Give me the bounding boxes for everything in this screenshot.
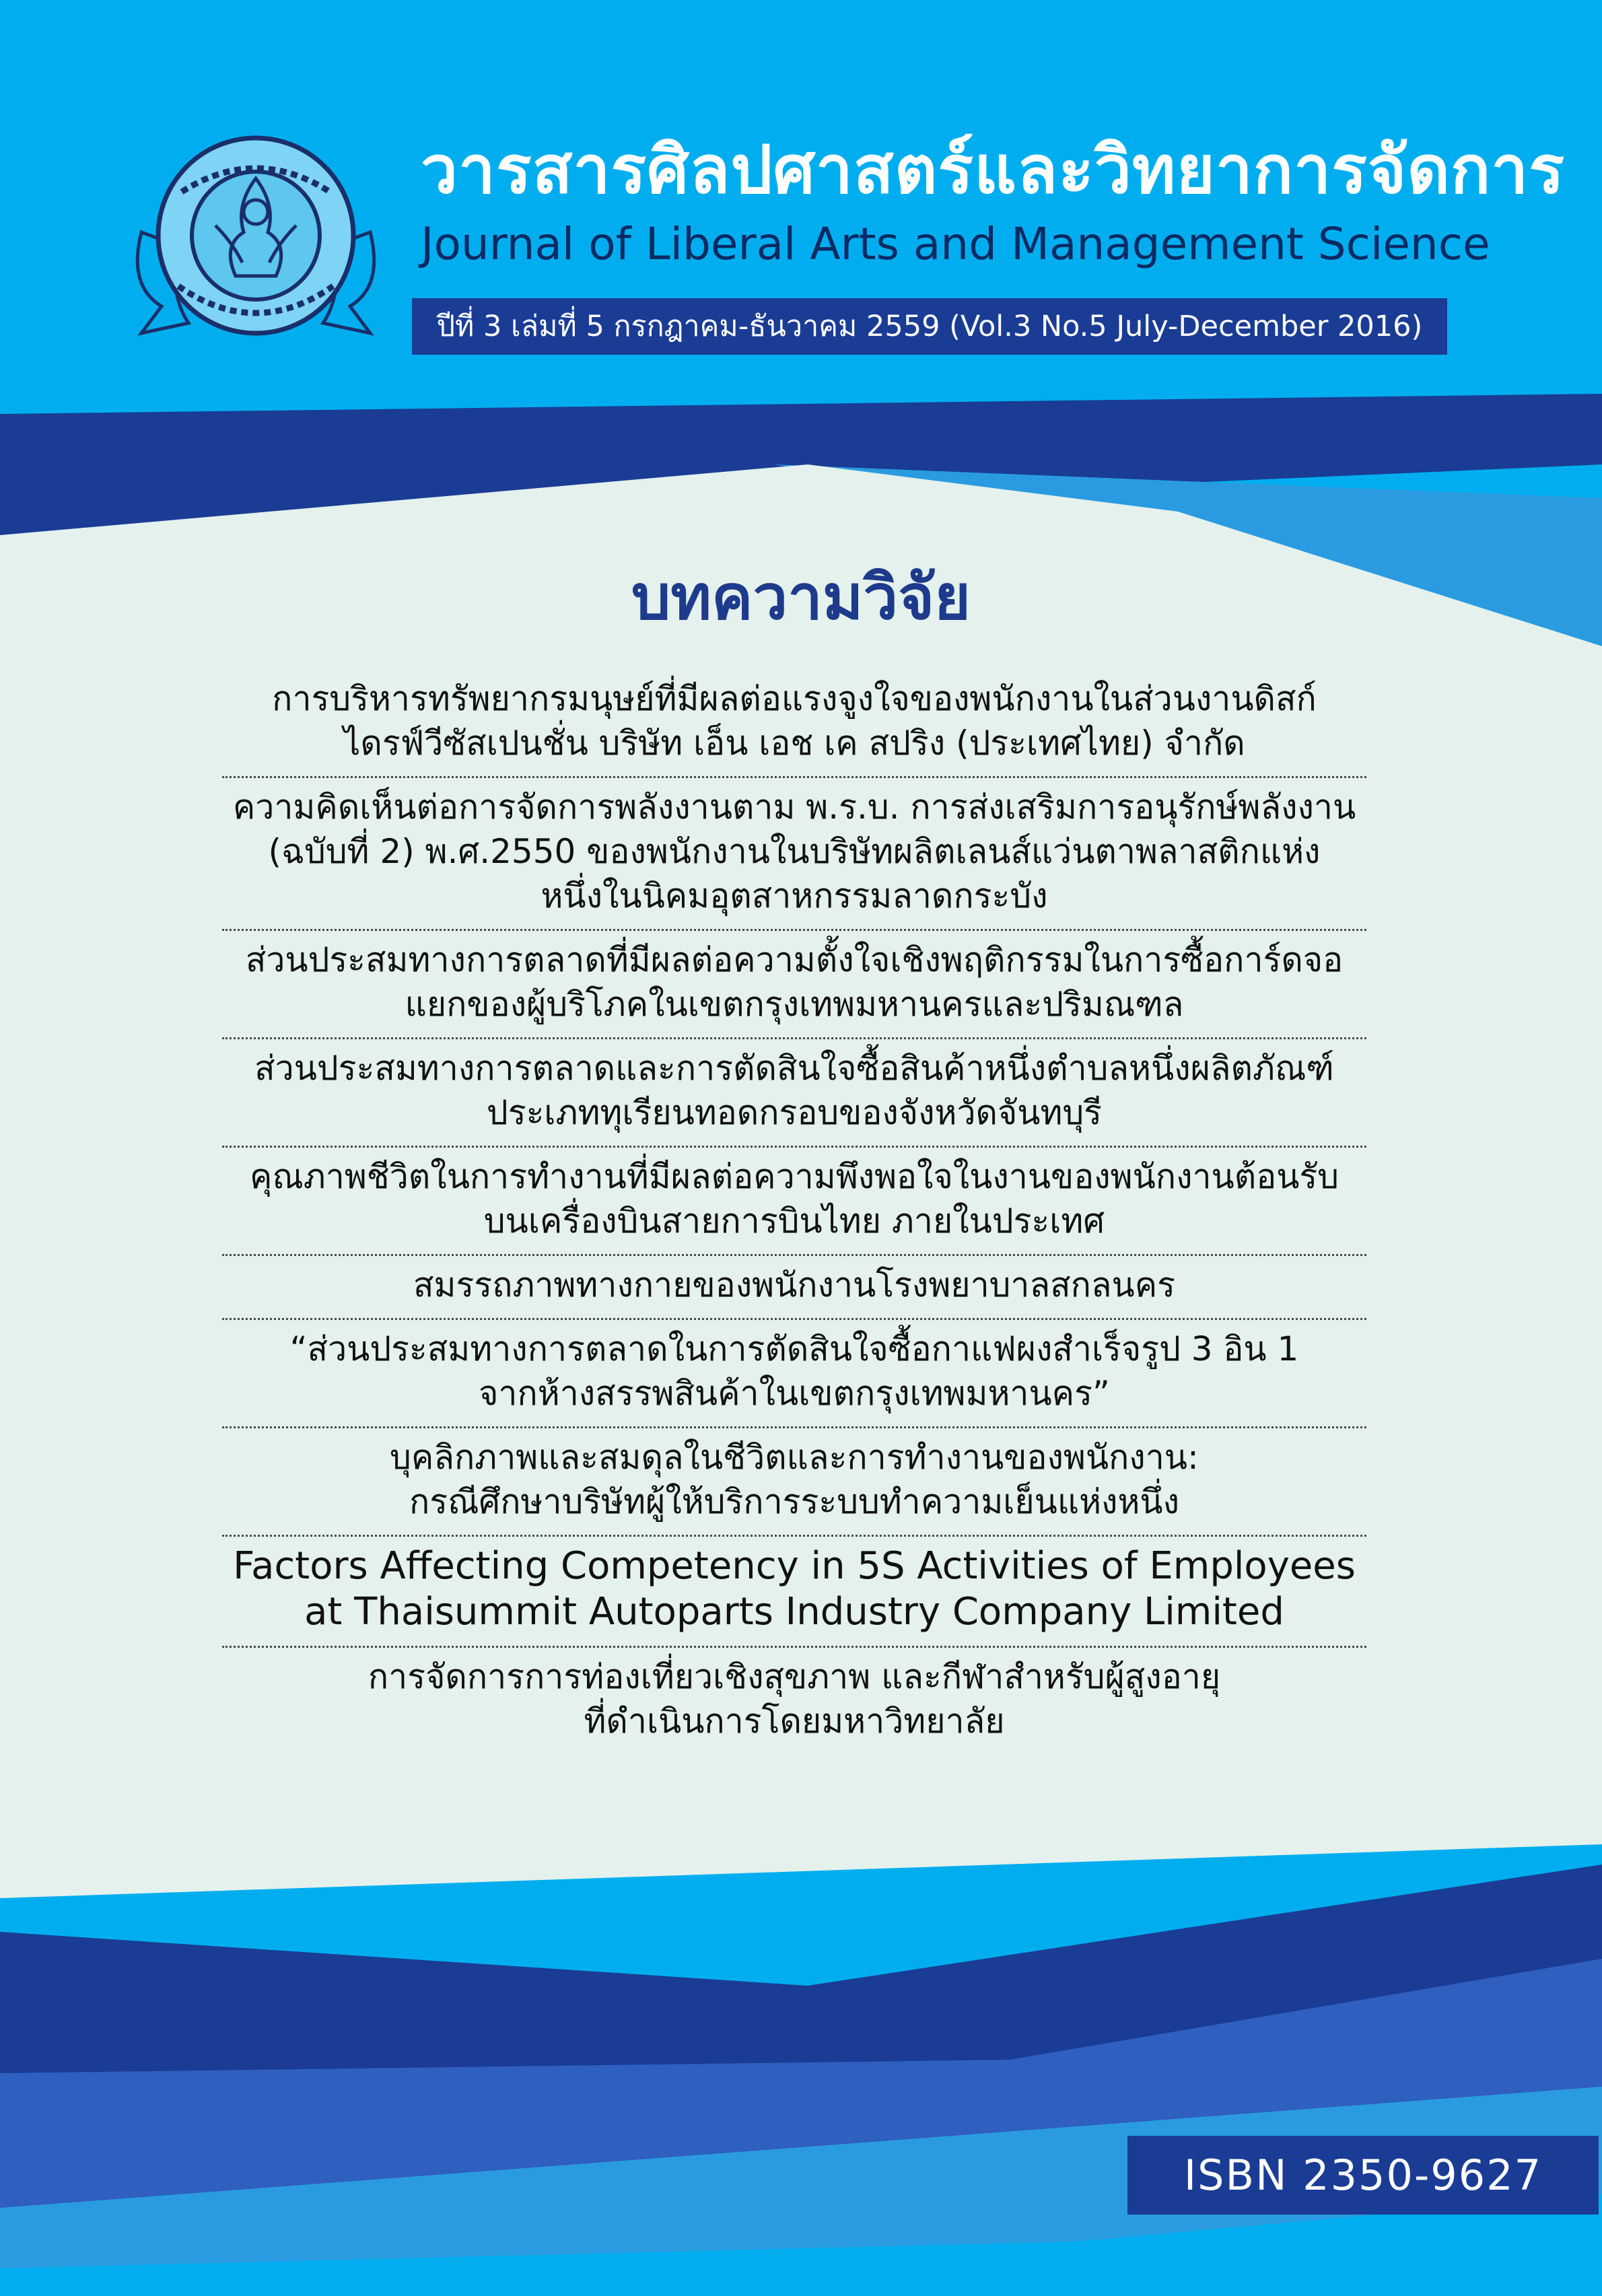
article-title-line: Factors Affecting Competency in 5S Activities of Employees <box>233 1544 1356 1588</box>
article-10-title <box>222 1648 1366 1754</box>
article-4-title <box>222 1039 1366 1148</box>
article-6-title <box>222 1256 1366 1320</box>
seal-inner-ring <box>192 172 320 300</box>
article-1-title <box>222 670 1366 778</box>
article-7-title <box>222 1320 1366 1428</box>
university-seal-icon <box>114 131 397 360</box>
article-title-line: แยกของผู้บริโภคในเขตกรุงเทพมหานครและปริมณฑล <box>405 985 1184 1024</box>
article-title-line: ไดรฟ์วีซัสเปนชั่น บริษัท เอ็น เอช เค สปริง (ประเทศไทย) จำกัด <box>343 724 1245 763</box>
article-title-line: คุณภาพชีวิตในการทำงานที่มีผลต่อความพึงพอใจในงานของพนักงานต้อนรับ <box>249 1157 1339 1196</box>
journal-title-thai: วารสารศิลปศาสตร์และวิทยาการจัดการ <box>421 132 1565 209</box>
article-3-title <box>222 931 1366 1039</box>
section-heading: บทความวิจัย <box>631 561 971 633</box>
volume-issue-bar: ปีที่ 3 เล่มที่ 5 กรกฎาคม-ธันวาคม 2559 (Vol.3 No.5 July-December 2016) <box>412 298 1447 355</box>
article-8-title <box>222 1428 1366 1537</box>
article-title-line: ส่วนประสมทางการตลาดและการตัดสินใจซื้อสินค้าหนึ่งตำบลหนึ่งผลิตภัณฑ์ <box>254 1049 1334 1088</box>
article-title-line: สมรรถภาพทางกายของพนักงานโรงพยาบาลสกลนคร <box>413 1265 1176 1304</box>
article-title-line: บุคลิกภาพและสมดุลในชีวิตและการทำงานของพนักงาน: <box>390 1438 1199 1477</box>
article-title-line: ประเภททุเรียนทอดกรอบของจังหวัดจันทบุรี <box>486 1093 1103 1132</box>
article-title-line: การจัดการการท่องเที่ยวเชิงสุขภาพ และกีฬาสำหรับผู้สูงอายุ <box>368 1657 1221 1696</box>
article-title-line: กรณีศึกษาบริษัทผู้ให้บริการระบบทำความเย็นแห่งหนึ่ง <box>409 1482 1180 1521</box>
isbn-label: ISBN 2350-9627 <box>1127 2136 1599 2215</box>
article-title-line: บนเครื่องบินสายการบินไทย ภายในประเทศ <box>483 1202 1105 1241</box>
article-title-line: หนึ่งในนิคมอุตสาหกรรมลาดกระบัง <box>541 876 1048 915</box>
article-title-line: (ฉบับที่ 2) พ.ศ.2550 ของพนักงานในบริษัทผลิตเลนส์แว่นตาพลาสติกแห่ง <box>268 832 1321 871</box>
article-title-line: at Thaisummit Autoparts Industry Company Limited <box>304 1590 1284 1634</box>
article-9-title <box>222 1537 1366 1648</box>
article-2-title <box>222 778 1366 931</box>
article-title-line: ที่ดำเนินการโดยมหาวิทยาลัย <box>584 1702 1005 1741</box>
article-title-line: จากห้างสรรพสินค้าในเขตกรุงเทพมหานคร” <box>479 1374 1110 1413</box>
article-title-line: ส่วนประสมทางการตลาดที่มีผลต่อความตั้งใจเชิงพฤติกรรมในการซื้อการ์ดจอ <box>245 940 1344 979</box>
article-5-title <box>222 1148 1366 1256</box>
journal-title-english: Journal of Liberal Arts and Management Science <box>421 218 1490 270</box>
article-title-line: การบริหารทรัพยากรมนุษย์ที่มีผลต่อแรงจูงใจของพนักงานในส่วนงานดิสก์ <box>272 679 1317 718</box>
article-title-line: ความคิดเห็นต่อการจัดการพลังงานตาม พ.ร.บ. การส่งเสริมการอนุรักษ์พลังงาน <box>232 788 1356 827</box>
article-title-line: “ส่วนประสมทางการตลาดในการตัดสินใจซื้อกาแฟผงสำเร็จรูป 3 อิน 1 <box>289 1329 1299 1368</box>
article-list <box>222 670 1366 1754</box>
